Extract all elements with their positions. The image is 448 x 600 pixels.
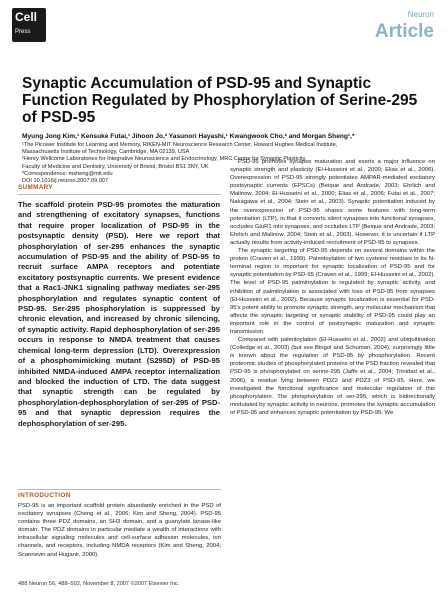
journal-name: Neuron <box>407 10 434 19</box>
paragraph: The synaptic targeting of PSD-95 depends on several domains within the protein (Craven et al., 1999). Palmitoylation of two cysteine residues in its N-terminal region is important for synaptic localization of PSD-95 and for synaptic potentiation by PSD-95 (Craven et al., 1999; El-Husseini et al., 2002). The level of PSD-95 palmitoylation is regulated by synaptic activity, and inhibition of palmitoylation is associated with loss of PSD-95 from synapses (El-Husseini et al., 2002). Because synaptic localization is essential for PSD-95's potent ability to promote synaptic strength, any molecular mechanism that affects the synaptic targeting or synaptic stability of PSD-95 could play an important role in the control of postsynaptic maturation and synaptic transmission. <box>230 248 435 335</box>
summary-divider <box>18 194 221 195</box>
logo-text: Cell <box>15 10 38 24</box>
affiliation-line: ²Henry Wellcome Laboratories for Integrative Neuroscience and Endocrinology, MRC Centre for Synaptic Plasticity, <box>22 156 307 163</box>
summary-heading: SUMMARY <box>18 184 53 191</box>
right-column <box>230 158 435 417</box>
paragraph: Compared with palmitoylation (El-Husseini et al., 2002) and ubiquitination (Colledge et al., 2003) (but see Bingol and Schuman, 2004), surprisingly little is known about the regulation of PSD-95 by phosphorylation. Recent proteomic studies of phosphorylated proteins of the PSD fraction revealed that PSD-95 is phosphorylated on serine-295 (Jaffe et al., 2004; Trinidad et al., 2006), a residue lying between PDZ2 and PDZ3 of PSD-95. Here, we investigated the functional significance and molecular regulation of this phosphorylation. The phosphorylation of ser-295, which is bidirectionally modulated by synaptic activity in neurons, promotes the synaptic accumulation of PSD-95 and enhances synaptic potentiation by PSD-95. We <box>230 337 435 416</box>
doi: DOI 10.1016/j.neuron.2007.09.007 <box>22 178 109 185</box>
author-list: Myung Jong Kim,¹ Kensuke Futai,¹ Jihoon Jo,² Yasunori Hayashi,¹ Kwangwook Cho,² and Morgan Sheng¹,* <box>22 133 355 140</box>
correspondence: *Correspondence: msheng@mit.edu <box>22 170 113 177</box>
intro-text: PSD-95 is an important scaffold protein abundantly enriched in the PSD of excitatory synapses (Cheng et al., 2006; Kim and Sheng, 2004). PSD-95 contains three PDZ domains, an SH3 domain, and a guanylate kinase-like domain. The PDZ domains in particular mediate a wealth of interactions with intracellular signaling molecules and cell-surface adhesion molecules, ion channels, and receptors, including NMDA receptors (Kim and Sheng, 2004; Scannevin and Huganir, 2000). <box>18 503 221 558</box>
article-title: Synaptic Accumulation of PSD-95 and Synaptic Function Regulated by Phosphorylation of Serine-295 of PSD-95 <box>22 75 418 126</box>
publisher-logo <box>12 8 46 42</box>
affiliation-line: Massachusetts Institute of Technology, Cambridge, MA 02139, USA <box>22 149 190 156</box>
affiliation-line: Faculty of Medicine and Dentistry, University of Bristol, Bristol BS1 3NY, UK <box>22 163 209 170</box>
page-footer: 488 Neuron 56, 488–502, November 8, 2007 ©2007 Elsevier Inc. <box>18 581 180 587</box>
summary-text: The scaffold protein PSD-95 promotes the maturation and strengthening of excitatory synapses, functions that require proper localization of PSD-95 in the postsynaptic density (PSD). Here we report that phosphorylation of ser-295 enhances the synaptic accumulation of PSD-95 and the ability of PSD-95 to recruit surface AMPA receptors and potentiate excitatory postsynaptic currents. We present evidence that a Rac1-JNK1 signaling pathway mediates ser-295 phosphorylation and regulates synaptic content of PSD-95. Ser-295 phosphorylation is suppressed by chronic elevation, and increased by chronic silencing, of synaptic activity. Rapid dephosphorylation of ser-295 occurs in response to NMDA treatment that causes chemical long-term depression (LTD). Overexpression of a phosphomimicking mutant (S295D) of PSD-95 inhibited NMDA-induced AMPA receptor internalization and blocked the induction of LTD. The data suggest that synaptic strength can be regulated by phosphorylation-dephosphorylation of ser-295 of PSD-95 and that synaptic depression requires the dephosphorylation of ser-295. <box>18 200 220 428</box>
paragraph: PSD-95 promotes synapse maturation and exerts a major influence on synaptic strength and plasticity (El-Husseini et al., 2000; Elias et al., 2006). Overexpression of PSD-95 strongly potentiates AMPAR-mediated excitatory postsynaptic currents (EPSCs) (Beique and Andrade, 2003; Ehrlich and Malinow, 2004; El-Husseini et al., 2000; Elias et al., 2006; Futai et al., 2007; Nakagawa et al., 2004; Stein et al., 2003). Synaptic potentiation induced by the overexpression of PSD-95 shares some features with long-term potentiation (LTP), in that it converts silent synapses into functional synapses, occludes GluR1 into synapses, and occludes LTP (Beique and Andrade, 2003; Ehrlich and Malinow, 2004; Stein et al., 2003). However, it is uncertain if LTP actually results from activity-induced recruitment of PSD-95 to synapses. <box>230 159 435 246</box>
affiliation-line: ¹The Picower Institute for Learning and Memory, RIKEN-MIT Neuroscience Research Center, Howard Hughes Medical Institute, <box>22 142 338 148</box>
section-label: Article <box>374 21 434 42</box>
logo-subtext: Press <box>15 29 31 35</box>
intro-divider <box>18 489 221 490</box>
intro-heading: INTRODUCTION <box>18 492 71 499</box>
